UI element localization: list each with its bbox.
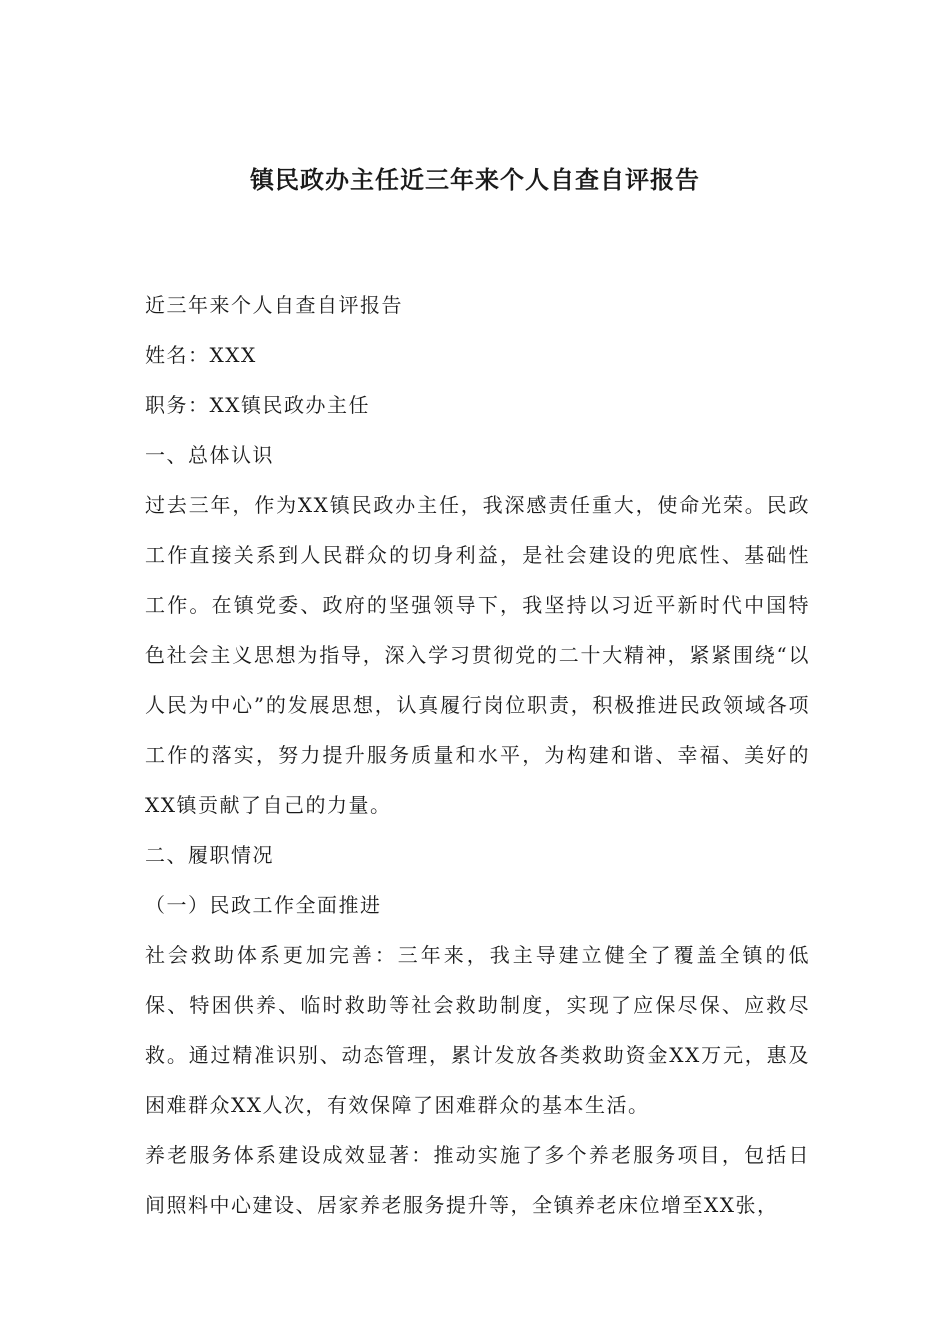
name-line: 姓名：XXX <box>145 343 257 367</box>
paragraph-social-assistance: 社会救助体系更加完善：三年来，我主导建立健全了覆盖全镇的低保、特困供养、临时救助等社会救助制度，实现了应保尽保、应救尽救。通过精准识别、动态管理，累计发放各类救助资金XX万元，惠及困难群众XX人次，有效保障了困难群众的基本生活。 <box>145 943 810 1117</box>
subsection-heading-civil-affairs: （一）民政工作全面推进 <box>145 893 382 917</box>
subtitle-line: 近三年来个人自查自评报告 <box>145 293 403 317</box>
section-heading-duties: 二、履职情况 <box>145 843 274 867</box>
document-title: 镇民政办主任近三年来个人自查自评报告 <box>250 166 700 194</box>
paragraph-elderly-care: 养老服务体系建设成效显著：推动实施了多个养老服务项目，包括日间照料中心建设、居家养老服务提升等，全镇养老床位增至XX张， <box>145 1143 810 1217</box>
position-line: 职务：XX镇民政办主任 <box>145 393 370 417</box>
paragraph-overall: 过去三年，作为XX镇民政办主任，我深感责任重大，使命光荣。民政工作直接关系到人民群众的切身利益，是社会建设的兜底性、基础性工作。在镇党委、政府的坚强领导下，我坚持以习近平新时代中国特色社会主义思想为指导，深入学习贯彻党的二十大精神，紧紧围绕“以人民为中心”的发展思想，认真履行岗位职责，积极推进民政领域各项工作的落实，努力提升服务质量和水平，为构建和谐、幸福、美好的XX镇贡献了自己的力量。 <box>145 493 810 817</box>
section-heading-overall: 一、总体认识 <box>145 443 274 467</box>
document-body <box>145 280 810 1230</box>
